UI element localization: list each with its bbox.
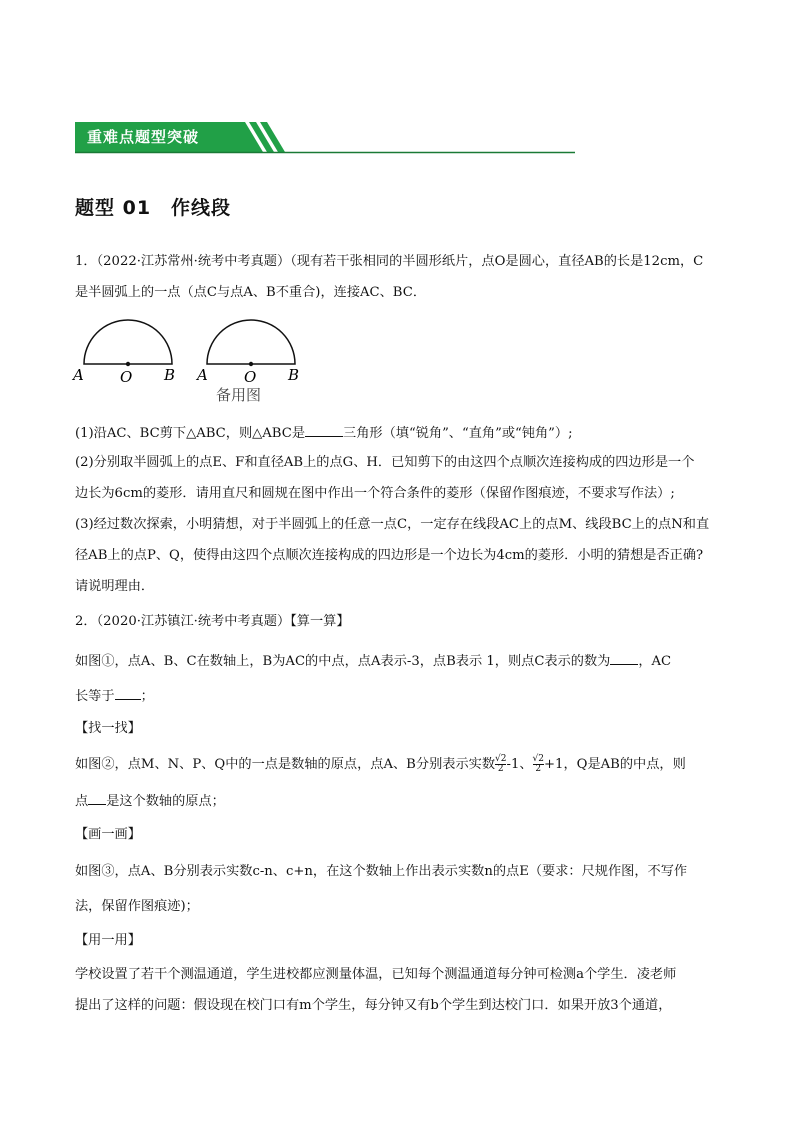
problem1-q1 <box>75 423 573 443</box>
label-b-2: B <box>288 366 300 384</box>
find-line2-text-after: 是这个数轴的原点； <box>106 794 225 809</box>
semicircle-diagram <box>70 318 310 408</box>
fraction-1-numerator: √2 <box>495 754 507 764</box>
problem2-header: 2．（2020·江苏镇江·统考中考真题）【算一算】 <box>75 614 350 629</box>
center-point-2 <box>249 362 253 366</box>
fraction-1-denominator: 2 <box>497 764 504 774</box>
problem1-q3-line2: 径AB上的点P、Q，使得由这四个点顺次连接构成的四边形是一个边长为4cm的菱形．小明的猜想是否正确? <box>75 548 704 563</box>
fraction-1 <box>495 755 506 774</box>
use-header: 【用一用】 <box>75 933 141 948</box>
problem1-q2-line1: (2)分别取半圆弧上的点E、F和直径AB上的点G、H．已知剪下的由这四个点顺次连接构成的四边形是一个 <box>75 455 695 470</box>
problem2-use-line2: 提出了这样的问题：假设现在校门口有m个学生，每分钟又有b个学生到达校门口．如果开放3个通道， <box>75 998 672 1013</box>
find-header: 【找一找】 <box>75 721 141 736</box>
calc-text-after: ，AC <box>638 654 672 669</box>
problem2-use-line1: 学校设置了若干个测温通道，学生进校都应测量体温，已知每个测温通道每分钟可检测a个学生．凌老师 <box>75 967 677 982</box>
semicircle-figure <box>70 318 310 412</box>
answer-blank-1 <box>305 423 343 437</box>
find-line2-text-before: 点 <box>75 794 89 809</box>
label-a-1: A <box>73 366 84 384</box>
semicircle-1 <box>84 320 172 364</box>
label-o-2: O <box>244 368 257 386</box>
label-a-2: A <box>197 366 208 384</box>
section-title: 题型 01 作线段 <box>75 197 232 219</box>
figure-caption: 备用图 <box>216 386 262 404</box>
problem1-q3-line3: 请说明理由． <box>75 579 155 594</box>
q1-text-before: (1)沿AC、BC剪下△ABC，则△ABC是 <box>75 426 306 441</box>
find-text-before: 如图②，点M、N、P、Q中的一点是数轴的原点，点A、B分别表示实数 <box>75 757 496 772</box>
fraction-2-denominator: 2 <box>535 764 542 774</box>
semicircle-2 <box>207 320 295 364</box>
find-text-mid: -1、 <box>506 757 533 772</box>
problem2-find-line1 <box>75 755 686 774</box>
problem2-find-line2 <box>75 791 225 811</box>
label-o-1: O <box>120 368 133 386</box>
calc-line2-text-before: 长等于 <box>75 689 115 704</box>
draw-header: 【画一画】 <box>75 827 141 842</box>
answer-blank-3 <box>115 686 141 700</box>
problem2-calc-line1 <box>75 651 671 671</box>
banner-title: 重难点题型突破 <box>87 128 200 146</box>
fraction-2 <box>533 755 544 774</box>
problem2-draw-line1: 如图③，点A、B分别表示实数c-n、c+n，在这个数轴上作出表示实数n的点E（要求：尺规作图，不写作 <box>75 864 688 879</box>
problem1-q2-line2: 边长为6cm的菱形．请用直尺和圆规在图中作出一个符合条件的菱形（保留作图痕迹，不要求写作法）; <box>75 486 675 501</box>
problem1-line2: 是半圆弧上的一点（点C与点A、B不重合)，连接AC、BC． <box>75 285 427 300</box>
fraction-2-numerator: √2 <box>532 754 544 764</box>
problem1-q3-line1: (3)经过数次探索，小明猜想，对于半圆弧上的任意一点C，一定存在线段AC上的点M、线段BC上的点N和直 <box>75 517 710 532</box>
answer-blank-4 <box>88 791 106 805</box>
find-text-after: +1，Q是AB的中点，则 <box>544 757 686 772</box>
calc-line2-text-after: ； <box>140 689 154 704</box>
q1-text-after: 三角形（填“锐角”、“直角”或“钝角”）; <box>343 426 573 441</box>
problem2-calc-line2 <box>75 686 154 706</box>
problem2-draw-line2: 法，保留作图痕迹)； <box>75 899 199 914</box>
center-point-1 <box>126 362 130 366</box>
calc-text-before: 如图①，点A、B、C在数轴上，B为AC的中点，点A表示-3，点B表示 1，则点C表示的数为 <box>75 654 611 669</box>
label-b-1: B <box>164 366 176 384</box>
problem1-line1: 1．（2022·江苏常州·统考中考真题）（现有若干张相同的半圆形纸片，点O是圆心，直径AB的长是12cm，C <box>75 254 704 269</box>
section-banner <box>75 120 575 154</box>
answer-blank-2 <box>610 651 638 665</box>
